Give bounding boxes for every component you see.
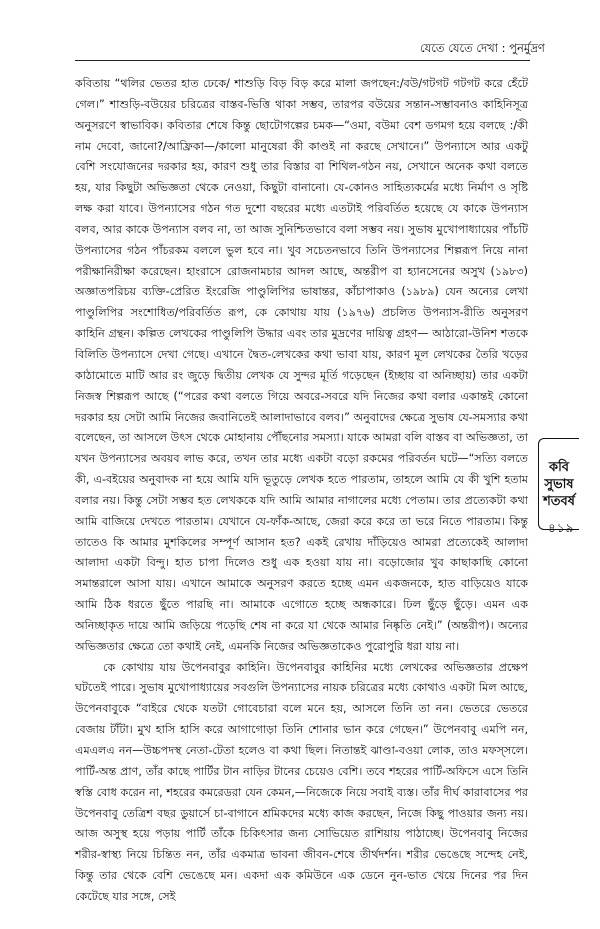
series-tab-line: শতবর্ষ: [543, 493, 575, 509]
body-text: [75, 74, 528, 908]
paragraph: কে কোথায় যায় উপেনবাবুর কাহিনি। উপেনবাবুর কাহিনির মধ্যে লেখকের অভিজ্ঞতার প্রক্ষেপ ঘটতেই পারে। সুভাষ মুখোপাধ্যায়ের সবগুলি উপন্যাসের নায়ক চরিত্রের মধ্যে কোথাও একটা মিল আছে, উপেনবাবুকে “বাইরে থেকে যতটা গোবেচারা বলে মনে হয়, আসলে তিনি তা নন। ভেতরে ভেতরে বেজায় টাঁটা। মুখ হাসি হাসি করে আগাগোড়া তিনি শোনার ভান করে গেছেন।” উপেনবাবু এমপি নন, এমএলএ নন—উচ্চপদস্থ নেতা-টেতা হলেও বা কথা ছিল। নিতান্তই ঝাণ্ডা-বওয়া লোক, তাও মফস্সলে। পার্টি-অন্ত প্রাণ, তাঁর কাছে পার্টির টান নাড়ির টানের চেয়েও বেশি। তবে শহরের পার্টি-অফিসে এসে তিনি স্বস্তি বোধ করেন না, শহরের কমরেডরা যেন কেমন,—নিজেকে নিয়ে সবাই ব্যস্ত। তাঁর দীর্ঘ কারাবাসের পর উপেনবাবু তেত্রিশ বছর ডুয়ার্সে চা-বাগানে শ্রমিকদের মধ্যে কাজ করছেন, নিজে কিছু পাওয়ার জন্য নয়। আজ অসুস্থ হয়ে পড়ায় পার্টি তাঁকে চিকিৎসার জন্য সোভিয়েত রাশিয়ায় পাঠাচ্ছে। উপেনবাবু নিজের শরীর-স্বাস্থ্য নিয়ে চিন্তিত নন, তাঁর একমাত্র ভাবনা জীবন-শেষে তীর্থদর্শন। শরীর ভেঙেছে সন্দেহ নেই, কিন্তু তার থেকে বেশি ভেঙেছে মন। একদা এক কমিউনে এক ডেনে নুন-ভাত খেয়ে দিনের পর দিন কেটেছে যার সঙ্গে, সেই: [75, 660, 528, 903]
series-tab: [538, 438, 579, 530]
series-tab-line: কবি: [548, 459, 570, 475]
running-header: যেতে যেতে দেখা : পুনর্মুদ্রণ: [420, 41, 545, 55]
paragraph: কবিতায় “থলির ভেতর হাত ঢেকে/ শাশুড়ি বিড় বিড় করে মালা জপছেন:/বউ/গটগট গটগট করে হেঁটে গেল।” শাশুড়ি-বউয়ের চরিত্রের বাস্তব-ভিত্তি থাকা সম্ভব, তারপর বউয়ের সন্তান-সম্ভাবনাও কাহিনিসূত্র অনুসরণে স্বাভাবিক। কবিতার শেষে কিন্তু ছোটোগল্পের চমক—“ওমা, বউমা বেশ ডগমগ হয়ে বলছে :/কী নাম দেবো, জানো?/আফ্রিকা—/কালো মানুষেরা কী কাণ্ডই না করছে সেখানে।” উপন্যাসে আর একটু বেশি সংযোজনের দরকার হয়, কারণ শুধু তার বিস্তার বা শিথিল-গঠন নয়, সেখানে অনেক কথা বলতে হয়, যার কিছুটা অভিজ্ঞতা থেকে নেওয়া, কিছুটা বানানো। যে-কোনও সাহিত্যকর্মের মধ্যে নির্মাণ ও সৃষ্টি লক্ষ করা যাবে। উপন্যাসের গঠন গত দুশো বছরের মধ্যে এতটাই পরিবর্তিত হয়েছে যে কাকে উপন্যাস বলব, আর কাকে উপন্যাস বলব না, তা আজ সুনিশ্চিতভাবে বলা সম্ভব নয়। সুভাষ মুখোপাধ্যায়ের পাঁচটি উপন্যাসের গঠন পাঁচরকম বললে ভুল হবে না। খুব সচেতনভাবে তিনি উপন্যাসের শিল্পরূপ নিয়ে নানা পরীক্ষানিরীক্ষা করেছেন। হাংরাসে রোজনামচার আদল আছে, অন্তরীপ বা হ্যানসেনের অসুখ (১৯৮৩) অজ্ঞাতপরিচয় ব্যক্তি-প্রেরিত ইংরেজি পাণ্ডুলিপির ভাষান্তর, কাঁচাপাকাও (১৯৮৯) যেন অন্যের লেখা পাণ্ডুলিপির সংশোধিত/পরিবর্তিত রূপ, কে কোথায় যায় (১৯৭৬) প্রচলিত উপন্যাস-রীতি অনুসরণ কাহিনি গ্রন্থন। কল্পিত লেখকের পাণ্ডুলিপি উদ্ধার এবং তার মুদ্রণের দায়িত্ব গ্রহণ— আঠারো-উনিশ শতকে বিলিতি উপন্যাসে দেখা গেছে। এখানে দ্বৈত-লেখকের কথা ভাবা যায়, কারণ মূল লেখকের তৈরি খড়ের কাঠামোতে মাটি আর রং জুড়ে দ্বিতীয় লেখক যে সুন্দর মূর্তি গড়েছেন (ইচ্ছায় বা অনিচ্ছায়) তার একটা নিজস্ব শিল্পরূপ আছে (“পরের কথা বলতে গিয়ে অবরে-সবরে যদি নিজের কথা বলার একান্তই কোনো দরকার হয় সেটা আমি নিজের জবানিতেই আলাদাভাবে বলব।” অনুবাদের ক্ষেত্রে সুভাষ যে-সমস্যার কথা বলেছেন, তা আসলে উৎস থেকে মোহানায় পৌঁছনোর সমস্যা। যাকে আমরা বলি বাস্তব বা অভিজ্ঞতা, তা যখন উপন্যাসের অবয়ব লাভ করে, তখন তার মধ্যে একটা বড়ো রকমের পরিবর্তন ঘটে—“সত্যি বলতে কী, এ-বইয়ের অনুবাদক না হয়ে আমি যদি ভূতুড়ে লেখক হতে পারতাম, তাহলে আমি যে কী খুশি হতাম বলার নয়। কিন্তু সেটা সম্ভব হত লেখককে যদি আমি আমার নাগালের মধ্যে পেতাম। তার প্রত্যেকটা কথা আমি বাজিয়ে দেখতে পারতাম। যেখানে যে-ফাঁক-আছে, জেরা করে করে তা ভরে নিতে পারতাম। কিন্তু তাতেও কি আমার মুশকিলের সম্পূর্ণ আসান হত? একই রেখায় দাঁড়িয়েও আমরা প্রত্যেকেই আলাদা আলাদা একটা বিন্দু। হাত চাপা দিলেও শুধু এক হওয়া যায় না। বড়োজোর খুব কাছাকাছি কোনো সমান্তরালে আসা যায়। এখানে আমাকে অনুসরণ করতে হচ্ছে এমন একজনকে, হাত বাড়িয়েও যাকে আমি ঠিক ধরতে ছুঁতে পারছি না। আমাকে এগোতে হচ্ছে অন্ধকারে। ঢিল ছুঁড়ে ছুঁড়ে। এমন এক অনিচ্ছাকৃত দায়ে আমি জড়িয়ে পড়েছি শেষ না করে যা থেকে আমার নিষ্কৃতি নেই।” (অন্তরীপ)। অন্যের অভিজ্ঞতার ক্ষেত্রে তো কথাই নেই, এমনকি নিজের অভিজ্ঞতাকেও পুরোপুরি ধরা যায় না।: [75, 77, 528, 653]
header-rule: [75, 60, 530, 61]
page-number: ৪১৯: [548, 521, 575, 535]
series-tab-line: সুভাষ: [544, 476, 574, 492]
